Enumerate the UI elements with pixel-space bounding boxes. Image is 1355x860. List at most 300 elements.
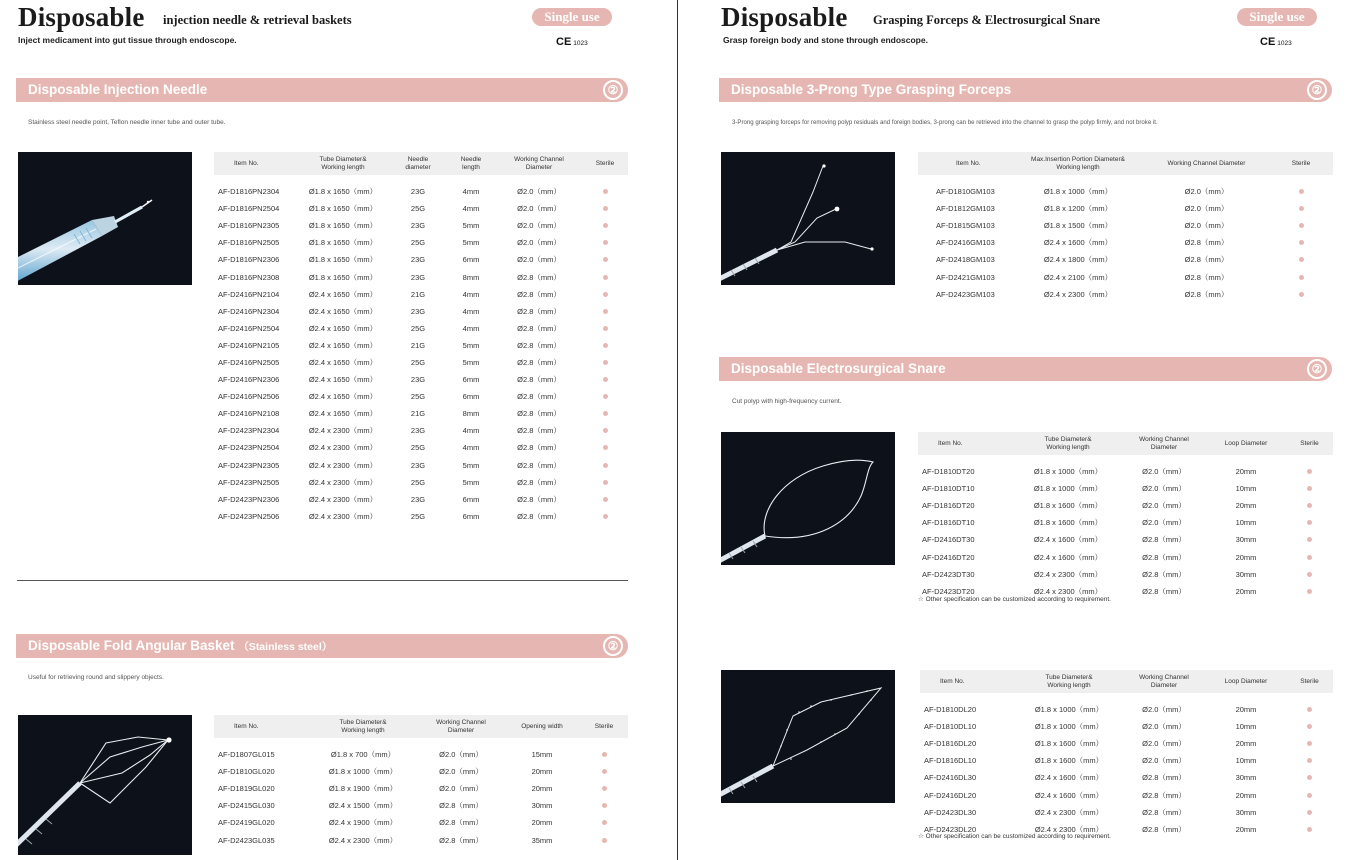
item-number-cell: AF-D2416PN2506	[218, 392, 280, 402]
table-row	[918, 234, 1333, 251]
item-number-cell: AF-D1816PN2308	[218, 272, 280, 282]
injection-needle-rows	[214, 175, 628, 525]
sterile-dot-icon	[603, 292, 608, 297]
sterile-dot-icon	[603, 343, 608, 348]
spec-cell: 30mm	[1235, 807, 1257, 817]
item-number-cell: AF-D2423PN2505	[218, 477, 280, 487]
spec-cell: 20mm	[1235, 467, 1257, 477]
spec-cell: 23G	[410, 187, 426, 197]
sterile-dot-icon	[1307, 741, 1312, 746]
sterile-cell	[1286, 548, 1333, 565]
col-item-no: Item No.	[920, 670, 1016, 693]
spec-cell: Ø1.8 x 1200（mm）	[1043, 204, 1113, 214]
table-row	[214, 746, 628, 763]
col-working-channel: Working Channel Diameter	[1144, 152, 1269, 175]
spec-cell: Ø2.8（mm）	[1142, 773, 1186, 783]
col-working-channel: Working Channel Diameter	[496, 152, 582, 175]
injection-needle-illustration	[18, 152, 192, 285]
ce-mark	[556, 36, 588, 48]
col-tube-diameter: Tube Diameter& Working length	[308, 715, 418, 738]
snare-dt-rows	[918, 455, 1333, 600]
spec-cell: 30mm	[1235, 535, 1257, 545]
item-number-cell: AF-D1815GM103	[936, 221, 995, 231]
sterile-cell	[580, 746, 628, 763]
sterile-cell	[582, 217, 628, 234]
spec-cell: 25G	[410, 357, 426, 367]
spec-cell: Ø1.8 x 1650（mm）	[308, 221, 378, 231]
spec-cell: Ø2.8（mm）	[1142, 790, 1186, 800]
sterile-dot-icon	[603, 275, 608, 280]
sterile-cell	[582, 491, 628, 508]
section-bar-injection-needle	[16, 78, 628, 102]
page-tagline: Inject medicament into gut tissue through endoscope.	[18, 35, 237, 45]
table-row	[918, 200, 1333, 217]
col-sterile: Sterile	[1286, 432, 1333, 455]
spec-cell: Ø2.8（mm）	[1142, 535, 1186, 545]
spec-cell: 21G	[410, 289, 426, 299]
sterile-dot-icon	[602, 820, 607, 825]
snare-dt-table	[918, 432, 1333, 600]
sterile-cell	[1286, 583, 1333, 600]
spec-cell: Ø2.0（mm）	[439, 767, 483, 777]
col-sterile: Sterile	[582, 152, 628, 175]
section-title: Disposable Electrosurgical Snare	[731, 361, 946, 376]
sterile-dot-icon	[1307, 555, 1312, 560]
item-number-cell: AF-D1810DT20	[922, 467, 975, 477]
spec-cell: Ø1.8 x 1600（mm）	[1034, 739, 1104, 749]
section-number-badge: ②	[603, 80, 623, 100]
spec-cell: Ø2.8（mm）	[1142, 824, 1186, 834]
sterile-dot-icon	[603, 428, 608, 433]
spec-cell: Ø2.4 x 1650（mm）	[308, 323, 378, 333]
page-title: Disposable	[18, 2, 145, 32]
item-number-cell: AF-D1816DL10	[924, 756, 977, 766]
spec-cell: Ø2.8（mm）	[517, 426, 561, 436]
fold-basket-photo	[18, 715, 192, 855]
section-bar-fold-basket	[16, 634, 628, 658]
table-row	[214, 234, 628, 251]
sterile-dot-icon	[1307, 503, 1312, 508]
table-row	[918, 514, 1333, 531]
spec-cell: 4mm	[462, 204, 480, 214]
item-number-cell: AF-D1816DL20	[924, 739, 977, 749]
spec-cell: Ø2.4 x 2100（mm）	[1043, 272, 1113, 282]
sterile-cell	[1286, 718, 1333, 735]
spec-cell: Ø1.8 x 1000（mm）	[1034, 722, 1104, 732]
spec-cell: 10mm	[1235, 756, 1257, 766]
sterile-dot-icon	[603, 514, 608, 519]
col-tube-diameter: Tube Diameter& Working length	[1016, 670, 1122, 693]
sterile-dot-icon	[1299, 206, 1304, 211]
table-header-row	[920, 670, 1333, 693]
spec-cell: Ø2.8（mm）	[517, 340, 561, 350]
spec-cell: 5mm	[462, 460, 480, 470]
grasping-forceps-table	[918, 152, 1333, 303]
spec-cell: 4mm	[462, 289, 480, 299]
sterile-dot-icon	[1307, 793, 1312, 798]
item-number-cell: AF-D1816PN2306	[218, 255, 280, 265]
sterile-dot-icon	[603, 189, 608, 194]
single-use-badge: Single use	[532, 8, 612, 26]
spec-cell: Ø2.8（mm）	[1142, 807, 1186, 817]
sterile-dot-icon	[602, 786, 607, 791]
sterile-dot-icon	[603, 480, 608, 485]
spec-cell: Ø2.0（mm）	[1184, 187, 1229, 197]
snare-dl-photo	[721, 670, 895, 803]
spec-cell: Ø2.8（mm）	[517, 289, 561, 299]
spec-cell: Ø2.4 x 2300（mm）	[1033, 569, 1103, 579]
sterile-dot-icon	[1307, 469, 1312, 474]
item-number-cell: AF-D2423PN2504	[218, 443, 280, 453]
spec-cell: Ø2.0（mm）	[1142, 739, 1186, 749]
spec-cell: Ø2.4 x 2300（mm）	[1034, 807, 1104, 817]
grasping-forceps-illustration	[721, 152, 895, 285]
spec-cell: 6mm	[462, 255, 480, 265]
spec-cell: Ø2.8（mm）	[1142, 586, 1186, 596]
sterile-cell	[582, 268, 628, 285]
spec-cell: 4mm	[462, 187, 480, 197]
spec-cell: Ø2.4 x 1650（mm）	[308, 375, 378, 385]
spec-cell: Ø2.8（mm）	[1184, 272, 1229, 282]
table-row	[918, 251, 1333, 268]
item-number-cell: AF-D2423PN2305	[218, 460, 280, 470]
spec-cell: 23G	[410, 272, 426, 282]
table-row	[214, 388, 628, 405]
sterile-cell	[1286, 531, 1333, 548]
sterile-dot-icon	[1307, 758, 1312, 763]
spec-cell: 20mm	[1235, 824, 1257, 834]
item-number-cell: AF-D2416PN2504	[218, 323, 280, 333]
spec-cell: 20mm	[1235, 705, 1257, 715]
section-description: 3-Prong grasping forceps for removing polyp residuals and foreign bodies, 3-prong can be retrieved into the channel to grasp the polyp firmly, and not broke it.	[732, 119, 1158, 126]
spec-cell: Ø2.4 x 2300（mm）	[308, 477, 378, 487]
sterile-dot-icon	[603, 463, 608, 468]
spec-cell: 25G	[410, 443, 426, 453]
spec-cell: 6mm	[462, 375, 480, 385]
item-number-cell: AF-D1810GL020	[218, 767, 275, 777]
table-header-row	[214, 715, 628, 738]
sterile-dot-icon	[603, 445, 608, 450]
item-number-cell: AF-D1810GM103	[936, 187, 995, 197]
spec-cell: Ø2.4 x 1600（mm）	[1034, 790, 1104, 800]
item-number-cell: AF-D2415GL030	[218, 801, 275, 811]
table-row	[920, 786, 1333, 803]
sterile-dot-icon	[1307, 537, 1312, 542]
spec-cell: Ø2.8（mm）	[517, 443, 561, 453]
sterile-dot-icon	[603, 326, 608, 331]
spec-cell: Ø1.8 x 1650（mm）	[308, 255, 378, 265]
table-row	[918, 548, 1333, 565]
sterile-cell	[582, 354, 628, 371]
table-row	[214, 474, 628, 491]
spec-cell: 6mm	[462, 511, 480, 521]
col-working-channel: Working Channel Diameter	[1122, 670, 1206, 693]
spec-cell: Ø2.8（mm）	[517, 323, 561, 333]
table-row	[214, 814, 628, 831]
item-number-cell: AF-D2418GM103	[936, 255, 995, 265]
spec-cell: Ø1.8 x 1000（mm）	[1034, 705, 1104, 715]
table-row	[214, 831, 628, 848]
col-opening-width: Opening width	[504, 715, 580, 738]
table-row	[920, 718, 1333, 735]
spec-cell: 23G	[410, 221, 426, 231]
section-title-note: （Stainless steel）	[238, 641, 333, 653]
spec-cell: Ø2.0（mm）	[517, 187, 561, 197]
table-row	[214, 183, 628, 200]
table-row	[214, 251, 628, 268]
item-number-cell: AF-D1816DT10	[922, 518, 975, 528]
spec-cell: 4mm	[462, 426, 480, 436]
table-row	[214, 200, 628, 217]
col-working-channel: Working Channel Diameter	[418, 715, 504, 738]
ce-logo: CE	[1260, 36, 1276, 48]
sterile-cell	[580, 831, 628, 848]
spec-cell: Ø2.0（mm）	[1142, 467, 1186, 477]
item-number-cell: AF-D2419GL020	[218, 818, 275, 828]
sterile-cell	[580, 797, 628, 814]
spec-cell: Ø2.8（mm）	[517, 357, 561, 367]
col-tube-diameter: Tube Diameter& Working length	[296, 152, 390, 175]
sterile-dot-icon	[1307, 520, 1312, 525]
single-use-badge: Single use	[1237, 8, 1317, 26]
grasping-forceps-rows	[918, 175, 1333, 303]
sterile-cell	[582, 286, 628, 303]
spec-cell: Ø2.8（mm）	[517, 477, 561, 487]
col-needle-length: Needle length	[446, 152, 496, 175]
spec-cell: 25G	[410, 238, 426, 248]
spec-cell: Ø1.8 x 1000（mm）	[1033, 467, 1103, 477]
spec-cell: Ø2.8（mm）	[517, 306, 561, 316]
col-item-no: Item No.	[214, 715, 308, 738]
spec-cell: Ø2.4 x 2300（mm）	[308, 511, 378, 521]
spec-cell: Ø2.8（mm）	[517, 494, 561, 504]
spec-cell: Ø2.0（mm）	[517, 204, 561, 214]
spec-cell: 23G	[410, 494, 426, 504]
item-number-cell: AF-D2421GM103	[936, 272, 995, 282]
spec-cell: 23G	[410, 460, 426, 470]
item-number-cell: AF-D1810DT10	[922, 484, 975, 494]
sterile-cell	[1269, 200, 1333, 217]
item-number-cell: AF-D2416PN2104	[218, 289, 280, 299]
item-number-cell: AF-D1816PN2505	[218, 238, 280, 248]
sterile-cell	[582, 234, 628, 251]
page-subtitle: injection needle & retrieval baskets	[163, 13, 352, 27]
sterile-cell	[1269, 286, 1333, 303]
ce-number: 1023	[573, 40, 588, 47]
snare-dt-photo	[721, 432, 895, 565]
sterile-dot-icon	[603, 206, 608, 211]
spec-cell: 20mm	[1235, 739, 1257, 749]
sterile-cell	[582, 457, 628, 474]
spec-cell: Ø2.4 x 1500（mm）	[328, 801, 398, 811]
table-row	[920, 804, 1333, 821]
sterile-cell	[1269, 251, 1333, 268]
sterile-cell	[1286, 514, 1333, 531]
sterile-cell	[1269, 268, 1333, 285]
section-number-badge: ②	[1307, 359, 1327, 379]
col-item-no: Item No.	[918, 152, 1012, 175]
spec-cell: Ø2.4 x 2300（mm）	[1034, 824, 1104, 834]
spec-cell: 5mm	[462, 477, 480, 487]
spec-cell: Ø2.0（mm）	[1142, 518, 1186, 528]
sterile-cell	[582, 303, 628, 320]
injection-needle-table	[214, 152, 628, 525]
table-row	[214, 320, 628, 337]
spec-cell: Ø2.8（mm）	[1184, 238, 1229, 248]
spec-cell: 23G	[410, 426, 426, 436]
sterile-dot-icon	[603, 411, 608, 416]
sterile-cell	[582, 320, 628, 337]
table-row	[920, 735, 1333, 752]
sterile-cell	[1269, 217, 1333, 234]
item-number-cell: AF-D1816DT20	[922, 501, 975, 511]
col-sterile: Sterile	[580, 715, 628, 738]
table-row	[214, 286, 628, 303]
spec-cell: Ø2.4 x 1600（mm）	[1043, 238, 1113, 248]
spec-cell: Ø2.4 x 2300（mm）	[308, 494, 378, 504]
sterile-dot-icon	[603, 497, 608, 502]
sterile-dot-icon	[1307, 827, 1312, 832]
spec-cell: 5mm	[462, 357, 480, 367]
sterile-dot-icon	[602, 769, 607, 774]
sterile-dot-icon	[602, 752, 607, 757]
spec-cell: 35mm	[531, 835, 553, 845]
sterile-dot-icon	[1299, 292, 1304, 297]
sterile-cell	[1269, 234, 1333, 251]
sterile-cell	[1286, 804, 1333, 821]
table-row	[918, 286, 1333, 303]
spec-cell: Ø2.4 x 1600（mm）	[1033, 535, 1103, 545]
sterile-cell	[1286, 786, 1333, 803]
table-row	[214, 797, 628, 814]
spec-cell: 25G	[410, 323, 426, 333]
table-row	[214, 405, 628, 422]
item-number-cell: AF-D2416PN2304	[218, 306, 280, 316]
spec-cell: Ø2.8（mm）	[517, 392, 561, 402]
sterile-dot-icon	[1299, 257, 1304, 262]
spec-cell: Ø2.0（mm）	[1184, 204, 1229, 214]
item-number-cell: AF-D2416PN2108	[218, 409, 280, 419]
spec-cell: Ø2.4 x 2300（mm）	[308, 426, 378, 436]
sterile-cell	[582, 371, 628, 388]
sterile-dot-icon	[1299, 189, 1304, 194]
item-number-cell: AF-D1810DL20	[924, 705, 977, 715]
table-row	[920, 701, 1333, 718]
spec-cell: Ø2.0（mm）	[1184, 221, 1229, 231]
spec-cell: Ø1.8 x 1000（mm）	[328, 767, 398, 777]
spec-cell: Ø2.0（mm）	[517, 238, 561, 248]
spec-cell: 20mm	[1235, 586, 1257, 596]
spec-cell: 10mm	[1235, 484, 1257, 494]
table-row	[918, 480, 1333, 497]
spec-cell: Ø2.0（mm）	[1142, 484, 1186, 494]
page-tagline: Grasp foreign body and stone through endoscope.	[723, 35, 928, 45]
spec-cell: Ø2.0（mm）	[1142, 756, 1186, 766]
spec-cell: 20mm	[1235, 501, 1257, 511]
sterile-cell	[580, 814, 628, 831]
spec-cell: Ø1.8 x 1900（mm）	[328, 784, 398, 794]
table-row	[214, 303, 628, 320]
sterile-cell	[1286, 497, 1333, 514]
section-divider	[17, 580, 628, 581]
sterile-dot-icon	[1307, 775, 1312, 780]
spec-cell: Ø2.4 x 1650（mm）	[308, 340, 378, 350]
fold-basket-rows	[214, 738, 628, 849]
spec-cell: Ø2.4 x 1650（mm）	[308, 392, 378, 402]
section-description: Useful for retrieving round and slippery objects.	[28, 674, 164, 681]
spec-cell: 21G	[410, 409, 426, 419]
sterile-dot-icon	[603, 257, 608, 262]
section-number-badge: ②	[1307, 80, 1327, 100]
table-row	[214, 371, 628, 388]
table-row	[214, 439, 628, 456]
item-number-cell: AF-D2423DL30	[924, 807, 977, 817]
spec-cell: Ø1.8 x 1650（mm）	[308, 187, 378, 197]
section-bar-electrosurgical-snare	[719, 357, 1332, 381]
section-title: Disposable Fold Angular Basket （Stainless steel）	[28, 638, 333, 653]
spec-cell: Ø2.4 x 1650（mm）	[308, 357, 378, 367]
spec-cell: Ø2.8（mm）	[1142, 552, 1186, 562]
item-number-cell: AF-D2423DL20	[924, 824, 977, 834]
sterile-cell	[582, 183, 628, 200]
item-number-cell: AF-D2416DT20	[922, 552, 975, 562]
spec-cell: Ø2.8（mm）	[439, 801, 483, 811]
spec-cell: Ø2.8（mm）	[517, 409, 561, 419]
spec-cell: 4mm	[462, 443, 480, 453]
sterile-dot-icon	[1307, 486, 1312, 491]
spec-cell: Ø2.4 x 1650（mm）	[308, 306, 378, 316]
spec-cell: Ø2.8（mm）	[1184, 289, 1229, 299]
sterile-dot-icon	[603, 394, 608, 399]
spec-cell: Ø2.0（mm）	[439, 784, 483, 794]
section-title: Disposable Injection Needle	[28, 82, 208, 97]
col-sterile: Sterile	[1269, 152, 1333, 175]
spec-cell: 23G	[410, 375, 426, 385]
snare-dt-illustration	[721, 432, 895, 565]
page-title: Disposable	[721, 2, 848, 32]
spec-cell: Ø2.4 x 2300（mm）	[1033, 586, 1103, 596]
col-loop-diameter: Loop Diameter	[1206, 432, 1286, 455]
sterile-dot-icon	[602, 803, 607, 808]
spec-cell: 23G	[410, 255, 426, 265]
spec-cell: 8mm	[462, 409, 480, 419]
table-row	[214, 268, 628, 285]
spec-cell: Ø2.0（mm）	[1142, 501, 1186, 511]
table-row	[214, 217, 628, 234]
spec-cell: 5mm	[462, 340, 480, 350]
spec-cell: Ø2.4 x 2300（mm）	[308, 443, 378, 453]
sterile-dot-icon	[1307, 589, 1312, 594]
sterile-dot-icon	[1307, 572, 1312, 577]
spec-cell: Ø2.4 x 1650（mm）	[308, 409, 378, 419]
spec-cell: 25G	[410, 477, 426, 487]
item-number-cell: AF-D2423DT30	[922, 569, 975, 579]
table-header-row	[918, 432, 1333, 455]
spec-cell: Ø1.8 x 1600（mm）	[1033, 501, 1103, 511]
spec-cell: 20mm	[531, 767, 553, 777]
spec-cell: Ø2.8（mm）	[1184, 255, 1229, 265]
sterile-dot-icon	[603, 309, 608, 314]
table-row	[214, 763, 628, 780]
table-row	[920, 769, 1333, 786]
section-title: Disposable 3-Prong Type Grasping Forceps	[731, 82, 1012, 97]
spec-cell: Ø1.8 x 1000（mm）	[1033, 484, 1103, 494]
spec-cell: 20mm	[531, 784, 553, 794]
sterile-cell	[582, 337, 628, 354]
spec-cell: 5mm	[462, 238, 480, 248]
left-page	[0, 0, 677, 860]
item-number-cell: AF-D2416PN2105	[218, 340, 280, 350]
